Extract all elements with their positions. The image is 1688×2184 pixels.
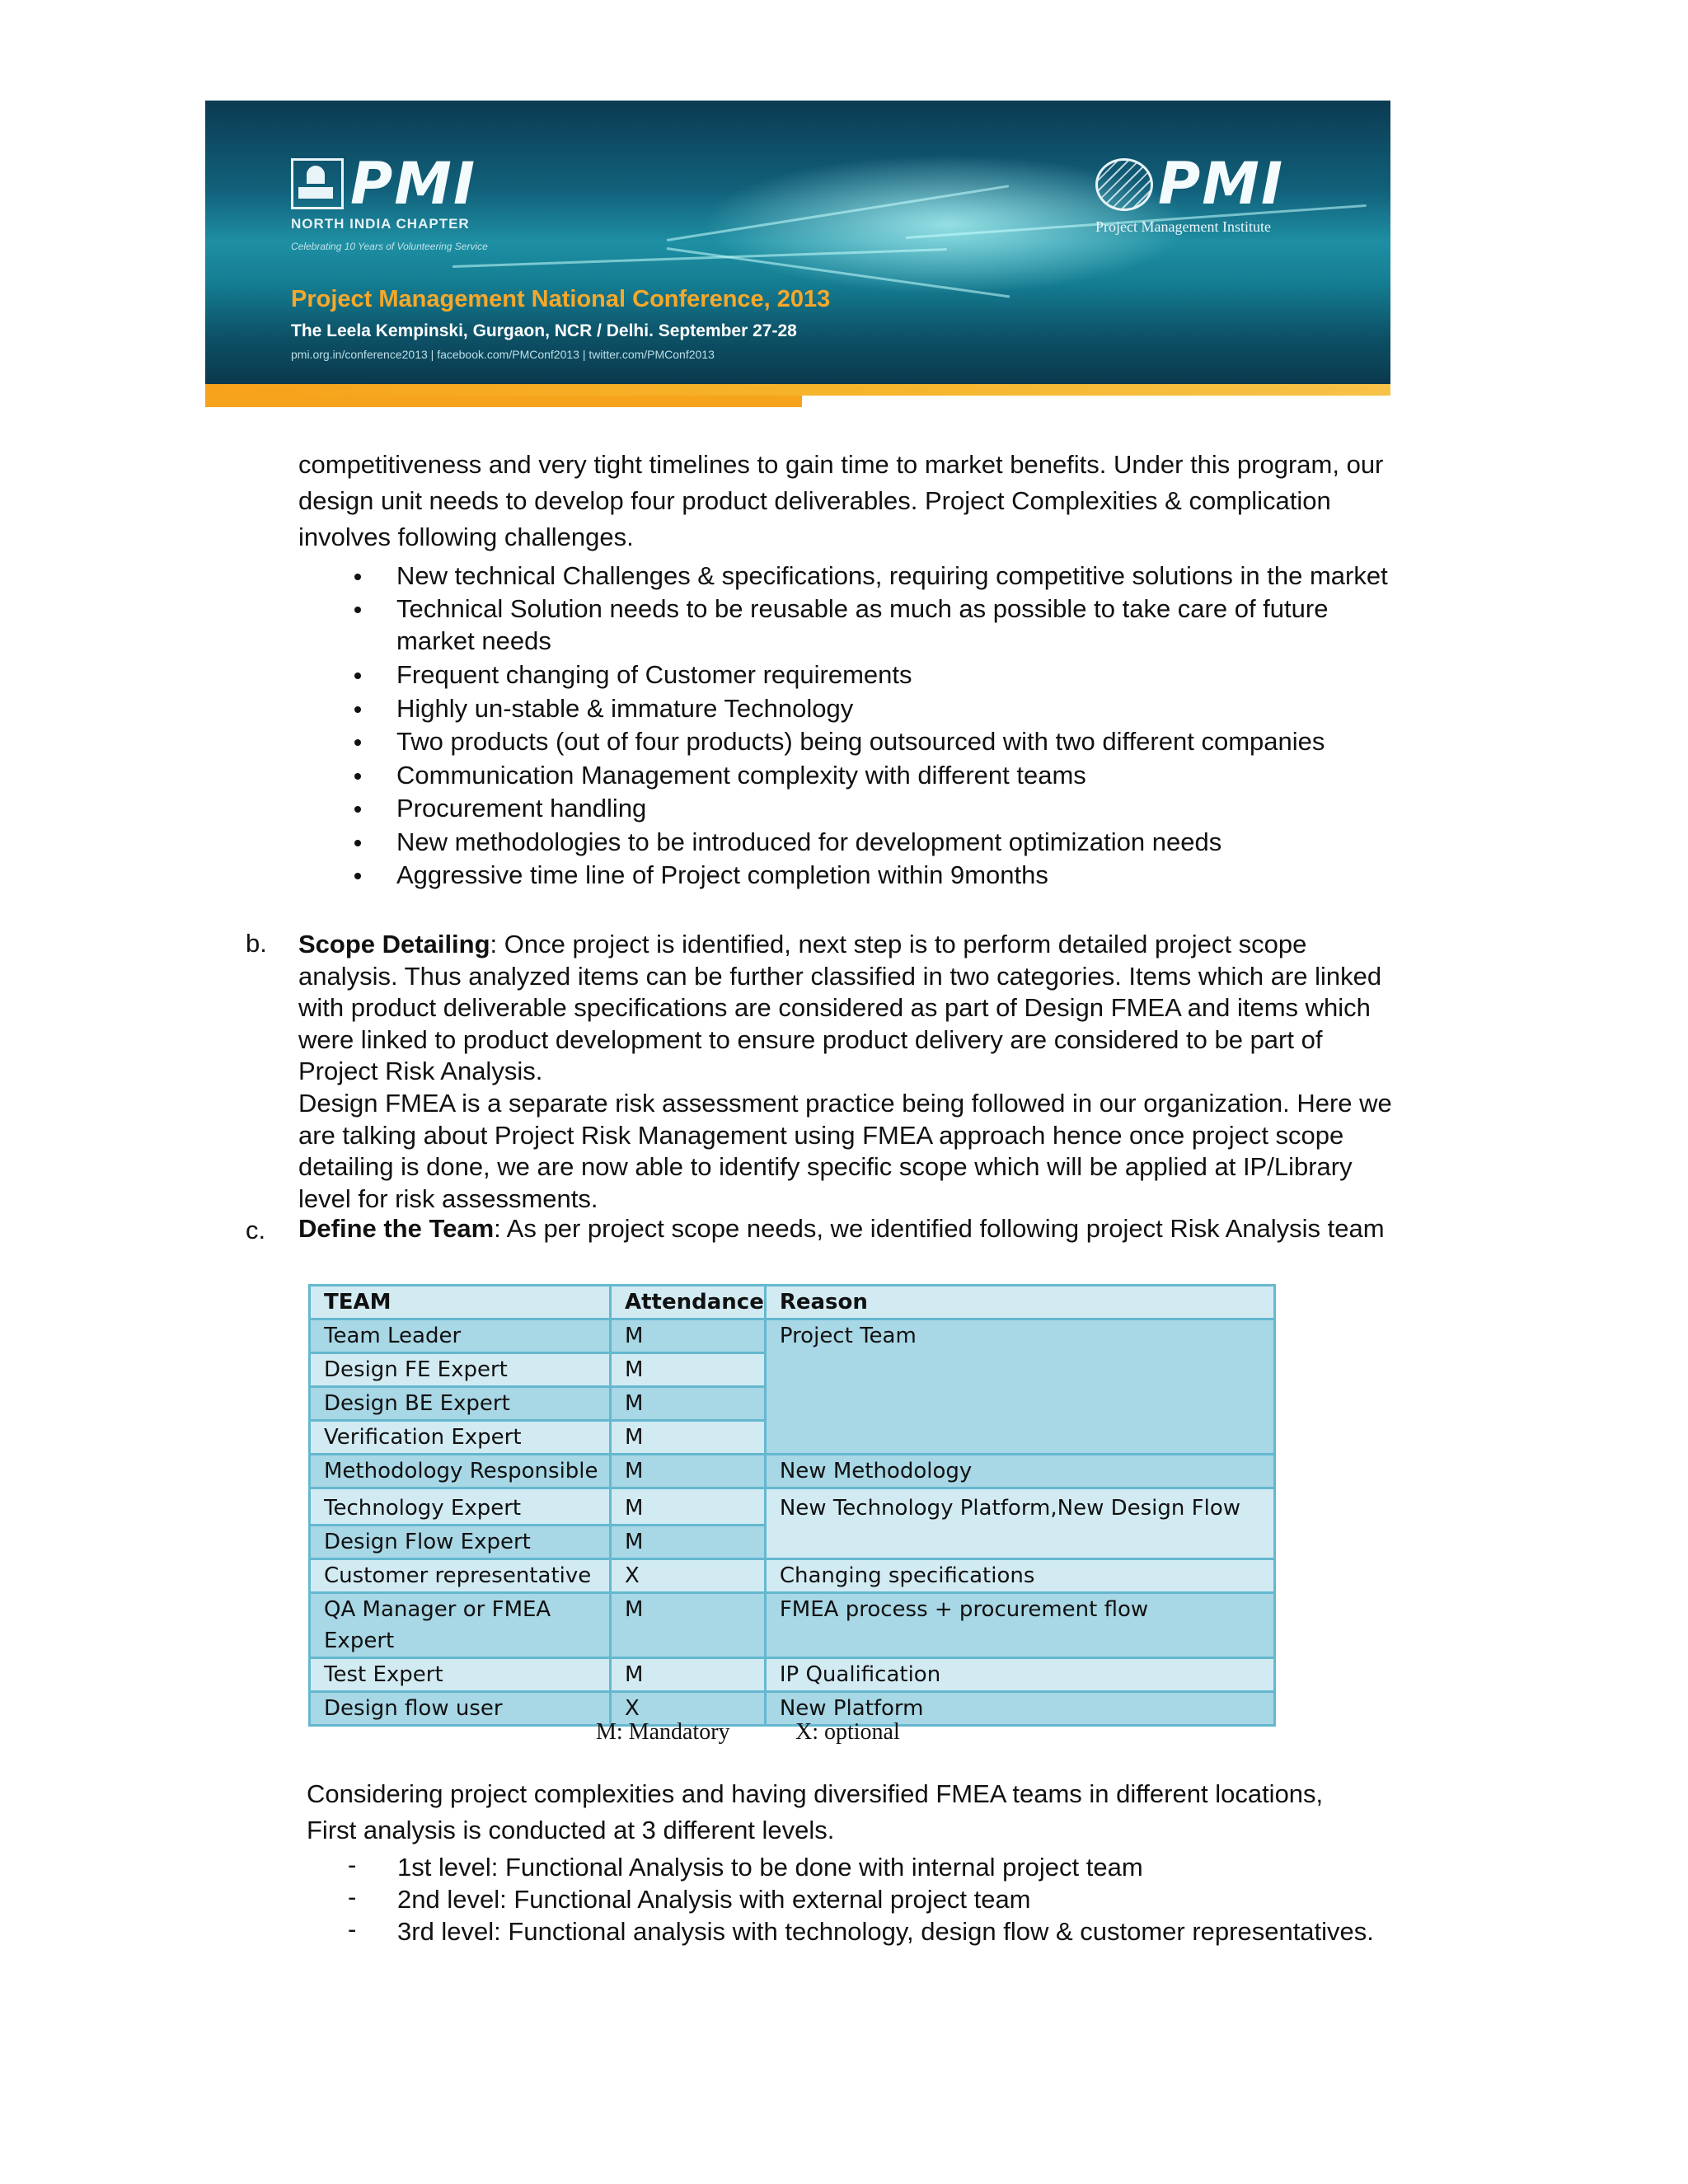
section-b-line: detailing is done, we are now able to identify specific scope which will be applied at IP/Library xyxy=(298,1152,1353,1182)
table-row xyxy=(310,1692,1275,1726)
legend-mandatory: M: Mandatory xyxy=(596,1719,730,1745)
column-header: Attendance xyxy=(611,1286,766,1319)
closing-line: Considering project complexities and having diversified FMEA teams in different locations, xyxy=(307,1779,1324,1808)
section-b-body xyxy=(298,929,1502,1215)
section-b-first-line: Scope Detailing: Once project is identified, next step is to perform detailed project scope xyxy=(298,930,1307,958)
bullet-icon xyxy=(354,607,361,613)
section-letter: b. xyxy=(246,929,267,958)
section-b-line: were linked to product development to ensure product delivery are considered to be part of xyxy=(298,1024,1323,1054)
globe-icon xyxy=(1095,158,1153,211)
bullet-icon xyxy=(354,773,361,780)
table-row xyxy=(310,1593,1275,1658)
legend-optional: X: optional xyxy=(795,1719,900,1745)
reason-cell: New Technology Platform,New Design Flow xyxy=(765,1488,1274,1559)
intro-line: design unit needs to develop four product deliverables. Project Complexities & complication xyxy=(298,486,1331,515)
chapter-name: NORTH INDIA CHAPTER xyxy=(291,216,470,232)
attendance-cell: M xyxy=(611,1387,766,1421)
dash-icon: - xyxy=(348,1882,357,1911)
dash-icon: - xyxy=(348,1915,357,1943)
banner-accent-bar xyxy=(205,384,1390,396)
bullet-icon xyxy=(354,739,361,746)
intro-line: competitiveness and very tight timelines to gain time to market benefits. Under this program, our xyxy=(298,450,1384,479)
closing-line: First analysis is conducted at 3 different levels. xyxy=(307,1816,835,1844)
conference-venue: The Leela Kempinski, Gurgaon, NCR / Delhi. September 27-28 xyxy=(291,321,797,340)
section-b-line: with product deliverable specifications are considered as part of Design FMEA and items which xyxy=(298,993,1371,1023)
reason-cell: IP Qualification xyxy=(765,1658,1274,1692)
bullet-icon xyxy=(354,873,361,879)
dash-icon: - xyxy=(348,1850,357,1879)
attendance-cell: M xyxy=(611,1353,766,1387)
institute-name: Project Management Institute xyxy=(1095,218,1271,235)
team-cell: Customer representative xyxy=(310,1559,611,1593)
table-row xyxy=(310,1488,1275,1526)
bullet-icon xyxy=(354,806,361,813)
intro-line: involves following challenges. xyxy=(298,523,634,551)
team-cell: Test Expert xyxy=(310,1658,611,1692)
table-row xyxy=(310,1455,1275,1488)
section-letter: c. xyxy=(246,1216,266,1244)
section-b-line: Project Risk Analysis. xyxy=(298,1057,543,1086)
pmi-logo-text: PMI xyxy=(350,150,477,218)
team-cell: Technology Expert xyxy=(310,1488,611,1526)
level-item: 3rd level: Functional analysis with technology, design flow & customer representatives. xyxy=(397,1917,1374,1946)
pmi-north-india-logo xyxy=(291,150,477,218)
section-b-heading: Scope Detailing xyxy=(298,930,490,958)
section-c-heading: Define the Team xyxy=(298,1214,495,1243)
reason-cell: FMEA process + procurement flow xyxy=(765,1593,1274,1658)
attendance-cell: M xyxy=(611,1593,766,1658)
bullet-icon xyxy=(354,574,361,580)
section-b-line: are talking about Project Risk Management using FMEA approach hence once project scope xyxy=(298,1120,1344,1150)
taj-mahal-icon xyxy=(291,158,344,209)
table-row xyxy=(310,1559,1275,1593)
conference-banner xyxy=(205,101,1390,396)
team-cell: Methodology Responsible xyxy=(310,1455,611,1488)
celebrating-tagline: Celebrating 10 Years of Volunteering Service xyxy=(291,241,488,252)
level-item: 1st level: Functional Analysis to be done with internal project team xyxy=(397,1853,1143,1882)
table-header-row xyxy=(310,1286,1275,1319)
reason-cell: Changing specifications xyxy=(765,1559,1274,1593)
level-item: 2nd level: Functional Analysis with external project team xyxy=(397,1885,1031,1914)
section-b-line: level for risk assessments. xyxy=(298,1183,598,1213)
reason-cell: New Methodology xyxy=(765,1455,1274,1488)
attendance-cell: M xyxy=(611,1658,766,1692)
team-cell: Team Leader xyxy=(310,1319,611,1353)
section-c-line: Define the Team: As per project scope needs, we identified following project Risk Analysis team xyxy=(298,1214,1385,1243)
pmi-institute-logo xyxy=(1095,150,1285,218)
team-cell: QA Manager or FMEA Expert xyxy=(310,1593,611,1658)
attendance-cell: M xyxy=(611,1455,766,1488)
bullet-icon xyxy=(354,706,361,713)
attendance-cell: M xyxy=(611,1319,766,1353)
pmi-logo-text: PMI xyxy=(1158,150,1285,218)
team-cell: Design flow user xyxy=(310,1692,611,1726)
bullet-icon xyxy=(354,673,361,679)
attendance-cell: M xyxy=(611,1421,766,1455)
team-cell: Design BE Expert xyxy=(310,1387,611,1421)
attendance-cell: M xyxy=(611,1488,766,1526)
reason-cell: New Platform xyxy=(765,1692,1274,1726)
attendance-cell: M xyxy=(611,1526,766,1559)
column-header: Reason xyxy=(765,1286,1274,1319)
table-row xyxy=(310,1658,1275,1692)
conference-links: pmi.org.in/conference2013 | facebook.com/PMConf2013 | twitter.com/PMConf2013 xyxy=(291,348,715,361)
reason-cell: Project Team xyxy=(765,1319,1274,1455)
attendance-cell: X xyxy=(611,1692,766,1726)
team-cell: Design FE Expert xyxy=(310,1353,611,1387)
attendance-cell: X xyxy=(611,1559,766,1593)
column-header: TEAM xyxy=(310,1286,611,1319)
section-b-line: analysis. Thus analyzed items can be further classified in two categories. Items which are linked xyxy=(298,961,1382,991)
banner-accent-strip xyxy=(205,396,802,407)
bullet-icon xyxy=(354,840,361,846)
section-b-line: Design FMEA is a separate risk assessment practice being followed in our organization. Here we xyxy=(298,1088,1392,1118)
risk-analysis-team-table xyxy=(308,1284,1276,1727)
conference-title: Project Management National Conference, 2013 xyxy=(291,286,831,312)
team-cell: Verification Expert xyxy=(310,1421,611,1455)
table-row xyxy=(310,1319,1275,1353)
team-cell: Design Flow Expert xyxy=(310,1526,611,1559)
